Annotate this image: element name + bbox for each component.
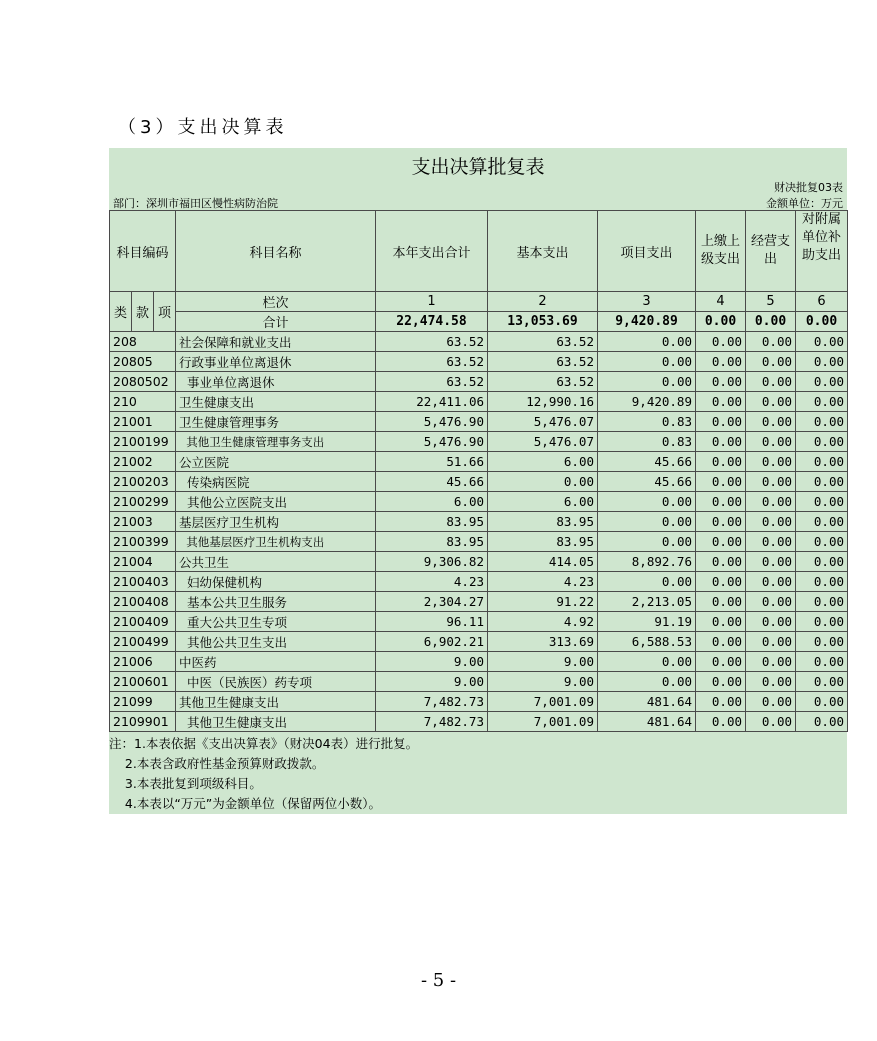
col-index-6: 6 xyxy=(796,292,848,312)
upper-cell: 0.00 xyxy=(696,652,746,672)
notes xyxy=(109,734,847,814)
basic-cell: 63.52 xyxy=(488,372,598,392)
project-cell: 0.00 xyxy=(598,652,696,672)
total-cell: 5,476.90 xyxy=(376,432,488,452)
note-line: 4.本表以“万元”为金额单位（保留两位小数）。 xyxy=(109,796,382,811)
business-cell: 0.00 xyxy=(746,372,796,392)
total-cell: 83.95 xyxy=(376,532,488,552)
upper-cell: 0.00 xyxy=(696,612,746,632)
basic-cell: 83.95 xyxy=(488,512,598,532)
name-cell: 基层医疗卫生机构 xyxy=(176,512,376,532)
code-cell: 21003 xyxy=(110,512,176,532)
header-basic: 基本支出 xyxy=(488,211,598,292)
subsidy-cell: 0.00 xyxy=(796,572,848,592)
total-subsidy: 0.00 xyxy=(796,312,848,332)
expenditure-table xyxy=(109,210,848,732)
total-cell: 2,304.27 xyxy=(376,592,488,612)
table-row xyxy=(110,472,848,492)
name-cell: 重大公共卫生专项 xyxy=(176,612,376,632)
subsidy-cell: 0.00 xyxy=(796,452,848,472)
upper-cell: 0.00 xyxy=(696,552,746,572)
project-cell: 8,892.76 xyxy=(598,552,696,572)
total-cell: 6,902.21 xyxy=(376,632,488,652)
total-cell: 83.95 xyxy=(376,512,488,532)
business-cell: 0.00 xyxy=(746,352,796,372)
upper-cell: 0.00 xyxy=(696,512,746,532)
basic-cell: 6.00 xyxy=(488,452,598,472)
basic-cell: 91.22 xyxy=(488,592,598,612)
code-cell: 2109901 xyxy=(110,712,176,732)
total-upper: 0.00 xyxy=(696,312,746,332)
business-cell: 0.00 xyxy=(746,592,796,612)
project-cell: 0.00 xyxy=(598,572,696,592)
project-cell: 2,213.05 xyxy=(598,592,696,612)
project-cell: 0.83 xyxy=(598,412,696,432)
basic-cell: 7,001.09 xyxy=(488,692,598,712)
total-cell: 63.52 xyxy=(376,352,488,372)
upper-cell: 0.00 xyxy=(696,592,746,612)
table-row xyxy=(110,552,848,572)
business-cell: 0.00 xyxy=(746,532,796,552)
total-cell: 5,476.90 xyxy=(376,412,488,432)
code-cell: 21004 xyxy=(110,552,176,572)
note-line: 2.本表含政府性基金预算财政拨款。 xyxy=(109,756,325,771)
subsidy-cell: 0.00 xyxy=(796,332,848,352)
table-row xyxy=(110,512,848,532)
basic-cell: 7,001.09 xyxy=(488,712,598,732)
name-cell: 其他公共卫生支出 xyxy=(176,632,376,652)
total-cell: 63.52 xyxy=(376,332,488,352)
project-cell: 0.00 xyxy=(598,372,696,392)
total-basic: 13,053.69 xyxy=(488,312,598,332)
header-kuan: 款 xyxy=(132,292,154,332)
subsidy-cell: 0.00 xyxy=(796,492,848,512)
upper-cell: 0.00 xyxy=(696,492,746,512)
table-row xyxy=(110,332,848,352)
table-row xyxy=(110,692,848,712)
table-row xyxy=(110,432,848,452)
header-upper: 上缴上级支出 xyxy=(696,211,746,292)
note-line: 3.本表批复到项级科目。 xyxy=(109,776,262,791)
basic-cell: 5,476.07 xyxy=(488,432,598,452)
header-total: 本年支出合计 xyxy=(376,211,488,292)
code-cell: 208 xyxy=(110,332,176,352)
code-cell: 2080502 xyxy=(110,372,176,392)
subsidy-cell: 0.00 xyxy=(796,472,848,492)
col-index-5: 5 xyxy=(746,292,796,312)
business-cell: 0.00 xyxy=(746,332,796,352)
project-cell: 0.00 xyxy=(598,332,696,352)
table-row xyxy=(110,532,848,552)
basic-cell: 9.00 xyxy=(488,672,598,692)
upper-cell: 0.00 xyxy=(696,532,746,552)
basic-cell: 6.00 xyxy=(488,492,598,512)
upper-cell: 0.00 xyxy=(696,472,746,492)
total-cell: 6.00 xyxy=(376,492,488,512)
name-cell: 其他卫生健康支出 xyxy=(176,692,376,712)
basic-cell: 9.00 xyxy=(488,652,598,672)
name-cell: 公立医院 xyxy=(176,452,376,472)
subsidy-cell: 0.00 xyxy=(796,672,848,692)
header-lei: 类 xyxy=(110,292,132,332)
total-cell: 96.11 xyxy=(376,612,488,632)
upper-cell: 0.00 xyxy=(696,352,746,372)
code-cell: 21001 xyxy=(110,412,176,432)
table-body xyxy=(110,332,848,732)
upper-cell: 0.00 xyxy=(696,672,746,692)
name-cell: 社会保障和就业支出 xyxy=(176,332,376,352)
business-cell: 0.00 xyxy=(746,572,796,592)
subsidy-cell: 0.00 xyxy=(796,632,848,652)
total-cell: 4.23 xyxy=(376,572,488,592)
upper-cell: 0.00 xyxy=(696,432,746,452)
subsidy-cell: 0.00 xyxy=(796,652,848,672)
upper-cell: 0.00 xyxy=(696,392,746,412)
subsidy-cell: 0.00 xyxy=(796,532,848,552)
name-cell: 其他卫生健康管理事务支出 xyxy=(176,432,376,452)
subsidy-cell: 0.00 xyxy=(796,372,848,392)
name-cell: 卫生健康支出 xyxy=(176,392,376,412)
name-cell: 公共卫生 xyxy=(176,552,376,572)
name-cell: 其他基层医疗卫生机构支出 xyxy=(176,532,376,552)
table-row xyxy=(110,712,848,732)
name-cell: 传染病医院 xyxy=(176,472,376,492)
business-cell: 0.00 xyxy=(746,672,796,692)
table-row xyxy=(110,452,848,472)
col-index-2: 2 xyxy=(488,292,598,312)
code-cell: 2100409 xyxy=(110,612,176,632)
table-row xyxy=(110,592,848,612)
name-cell: 行政事业单位离退休 xyxy=(176,352,376,372)
project-cell: 481.64 xyxy=(598,712,696,732)
project-cell: 0.83 xyxy=(598,432,696,452)
upper-cell: 0.00 xyxy=(696,632,746,652)
upper-cell: 0.00 xyxy=(696,712,746,732)
col-index-4: 4 xyxy=(696,292,746,312)
code-cell: 2100299 xyxy=(110,492,176,512)
project-cell: 0.00 xyxy=(598,532,696,552)
project-cell: 45.66 xyxy=(598,452,696,472)
subsidy-cell: 0.00 xyxy=(796,592,848,612)
basic-cell: 63.52 xyxy=(488,352,598,372)
code-cell: 2100499 xyxy=(110,632,176,652)
project-cell: 0.00 xyxy=(598,492,696,512)
name-cell: 妇幼保健机构 xyxy=(176,572,376,592)
basic-cell: 12,990.16 xyxy=(488,392,598,412)
code-cell: 20805 xyxy=(110,352,176,372)
header-business: 经营支出 xyxy=(746,211,796,292)
expenditure-sheet xyxy=(109,148,847,814)
business-cell: 0.00 xyxy=(746,432,796,452)
header-name: 科目名称 xyxy=(176,211,376,292)
header-xiang: 项 xyxy=(154,292,176,332)
business-cell: 0.00 xyxy=(746,492,796,512)
subsidy-cell: 0.00 xyxy=(796,432,848,452)
basic-cell: 0.00 xyxy=(488,472,598,492)
subsidy-cell: 0.00 xyxy=(796,352,848,372)
code-cell: 2100203 xyxy=(110,472,176,492)
subsidy-cell: 0.00 xyxy=(796,712,848,732)
basic-cell: 5,476.07 xyxy=(488,412,598,432)
code-cell: 21099 xyxy=(110,692,176,712)
header-subsidy: 对附属单位补助支出 xyxy=(796,211,848,292)
header-code: 科目编码 xyxy=(110,211,176,292)
total-project: 9,420.89 xyxy=(598,312,696,332)
sheet-code: 财决批复03表 xyxy=(774,181,843,194)
note-line: 注：1.本表依据《支出决算表》（财决04表）进行批复。 xyxy=(109,736,419,751)
upper-cell: 0.00 xyxy=(696,572,746,592)
code-cell: 2100408 xyxy=(110,592,176,612)
subsidy-cell: 0.00 xyxy=(796,552,848,572)
total-cell: 9,306.82 xyxy=(376,552,488,572)
project-cell: 45.66 xyxy=(598,472,696,492)
table-row xyxy=(110,632,848,652)
upper-cell: 0.00 xyxy=(696,452,746,472)
subsidy-cell: 0.00 xyxy=(796,412,848,432)
table-row xyxy=(110,672,848,692)
business-cell: 0.00 xyxy=(746,512,796,532)
total-cell: 7,482.73 xyxy=(376,692,488,712)
basic-cell: 4.92 xyxy=(488,612,598,632)
name-cell: 基本公共卫生服务 xyxy=(176,592,376,612)
basic-cell: 4.23 xyxy=(488,572,598,592)
table-row xyxy=(110,352,848,372)
business-cell: 0.00 xyxy=(746,692,796,712)
sheet-title: 支出决算批复表 xyxy=(411,156,545,178)
subsidy-cell: 0.00 xyxy=(796,392,848,412)
unit-label: 金额单位：万元 xyxy=(766,197,843,210)
total-cell: 9.00 xyxy=(376,672,488,692)
table-row xyxy=(110,392,848,412)
code-cell: 2100399 xyxy=(110,532,176,552)
basic-cell: 313.69 xyxy=(488,632,598,652)
total-cell: 7,482.73 xyxy=(376,712,488,732)
project-cell: 0.00 xyxy=(598,352,696,372)
total-cell: 45.66 xyxy=(376,472,488,492)
total-cell: 63.52 xyxy=(376,372,488,392)
table-row xyxy=(110,412,848,432)
code-cell: 21002 xyxy=(110,452,176,472)
name-cell: 卫生健康管理事务 xyxy=(176,412,376,432)
business-cell: 0.00 xyxy=(746,612,796,632)
business-cell: 0.00 xyxy=(746,472,796,492)
business-cell: 0.00 xyxy=(746,412,796,432)
page-number: - 5 - xyxy=(420,970,457,991)
table-row xyxy=(110,612,848,632)
business-cell: 0.00 xyxy=(746,652,796,672)
basic-cell: 83.95 xyxy=(488,532,598,552)
project-cell: 0.00 xyxy=(598,672,696,692)
business-cell: 0.00 xyxy=(746,712,796,732)
name-cell: 事业单位离退休 xyxy=(176,372,376,392)
upper-cell: 0.00 xyxy=(696,692,746,712)
table-row xyxy=(110,492,848,512)
name-cell: 其他公立医院支出 xyxy=(176,492,376,512)
table-row xyxy=(110,652,848,672)
code-cell: 21006 xyxy=(110,652,176,672)
basic-cell: 414.05 xyxy=(488,552,598,572)
project-cell: 0.00 xyxy=(598,512,696,532)
total-cell: 22,411.06 xyxy=(376,392,488,412)
total-total: 22,474.58 xyxy=(376,312,488,332)
total-business: 0.00 xyxy=(746,312,796,332)
upper-cell: 0.00 xyxy=(696,412,746,432)
code-cell: 210 xyxy=(110,392,176,412)
name-cell: 中医（民族医）药专项 xyxy=(176,672,376,692)
table-row xyxy=(110,372,848,392)
table-row xyxy=(110,572,848,592)
department-label: 部门：深圳市福田区慢性病防治院 xyxy=(113,197,278,210)
subsidy-cell: 0.00 xyxy=(796,612,848,632)
business-cell: 0.00 xyxy=(746,392,796,412)
business-cell: 0.00 xyxy=(746,632,796,652)
col-index-3: 3 xyxy=(598,292,696,312)
subsidy-cell: 0.00 xyxy=(796,692,848,712)
total-cell: 9.00 xyxy=(376,652,488,672)
code-cell: 2100403 xyxy=(110,572,176,592)
project-cell: 91.19 xyxy=(598,612,696,632)
header-lanci: 栏次 xyxy=(176,292,376,312)
subsidy-cell: 0.00 xyxy=(796,512,848,532)
upper-cell: 0.00 xyxy=(696,332,746,352)
section-heading: （3）支出决算表 xyxy=(118,117,288,138)
business-cell: 0.00 xyxy=(746,552,796,572)
upper-cell: 0.00 xyxy=(696,372,746,392)
header-project: 项目支出 xyxy=(598,211,696,292)
project-cell: 9,420.89 xyxy=(598,392,696,412)
basic-cell: 63.52 xyxy=(488,332,598,352)
col-index-1: 1 xyxy=(376,292,488,312)
code-cell: 2100199 xyxy=(110,432,176,452)
project-cell: 481.64 xyxy=(598,692,696,712)
total-cell: 51.66 xyxy=(376,452,488,472)
code-cell: 2100601 xyxy=(110,672,176,692)
business-cell: 0.00 xyxy=(746,452,796,472)
total-label: 合计 xyxy=(176,312,376,332)
total-row xyxy=(110,312,848,332)
name-cell: 其他卫生健康支出 xyxy=(176,712,376,732)
name-cell: 中医药 xyxy=(176,652,376,672)
project-cell: 6,588.53 xyxy=(598,632,696,652)
